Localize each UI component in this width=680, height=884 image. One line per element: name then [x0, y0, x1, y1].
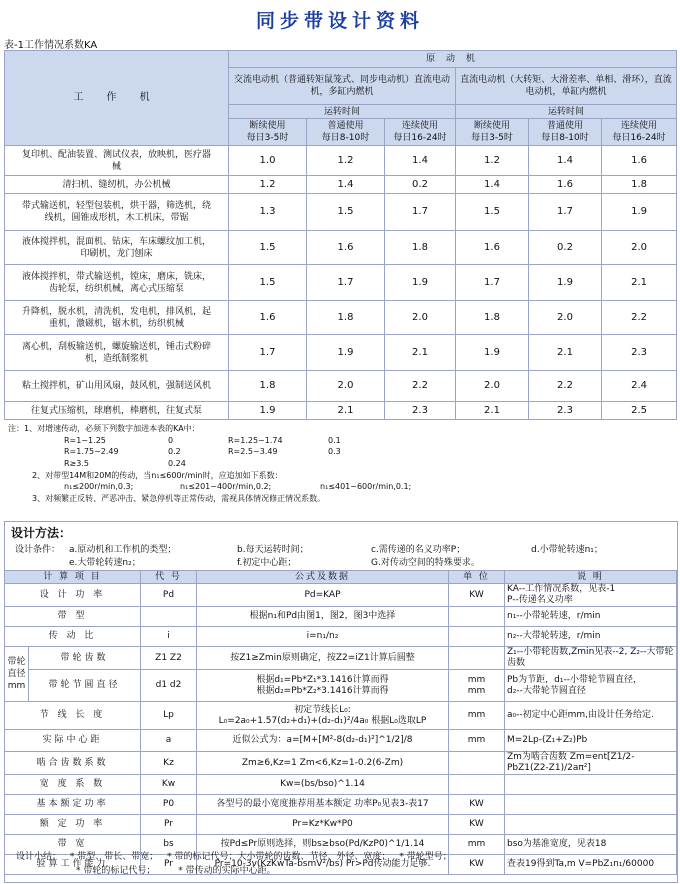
ka-value: 2.5 [602, 402, 677, 420]
ka-value: 1.7 [385, 194, 456, 231]
table-caption: 表-1工作情况系数KA [4, 40, 98, 51]
machine-name: 清扫机、缝纫机，办公机械 [5, 176, 229, 194]
condition-d: d.小带轮转速n₁； [531, 545, 603, 555]
ka-value: 1.8 [307, 301, 385, 335]
ka-value: 1.5 [229, 231, 307, 265]
ka-value: 1.2 [456, 146, 529, 176]
usage-header: 连续使用 每日16-24时 [602, 119, 677, 146]
design-header: 代 号 [141, 571, 197, 584]
design-row [5, 584, 677, 607]
note-1: 注：1、对增速传动，必须下列数字加进本表的KA中： [8, 424, 200, 433]
ka-value: 2.0 [456, 371, 529, 402]
ka-value: 1.9 [229, 402, 307, 420]
design-table [4, 570, 677, 875]
ka-value: 2.1 [385, 335, 456, 371]
ka-value: 1.6 [529, 176, 602, 194]
ka-value: 1.6 [229, 301, 307, 335]
design-heading: 设计方法： [11, 526, 72, 540]
symbol: Pr [141, 855, 197, 875]
ka-value: 1.6 [602, 146, 677, 176]
unit [449, 752, 505, 775]
ka-value: 1.4 [307, 176, 385, 194]
ratio-row [8, 458, 668, 470]
item-name: 实际中心距 [5, 730, 141, 752]
machine-name: 离心机，刮板输送机，螺旋输送机，锤击式粉碎机，造纸制浆机 [5, 335, 229, 371]
machine-name: 带式输送机，轻型包装机，烘干器，筛选机，绕线机，圆锥成形机，木工机床，带锯 [5, 194, 229, 231]
usage-header: 断续使用 每日3-5时 [229, 119, 307, 146]
design-header: 说 明 [505, 571, 677, 584]
summary-item: * 带的标记代号；大小带轮的齿数、节径、外径、宽度； [167, 852, 391, 862]
ka-value: 2.0 [602, 231, 677, 265]
ratio-value: R=1.25~1.74 [228, 435, 283, 445]
ratio-value: 0 [168, 435, 174, 445]
ka-value: 1.7 [229, 335, 307, 371]
ratio-value: R=1.75~2.49 [64, 447, 119, 457]
ka-value: 1.9 [307, 335, 385, 371]
symbol: Kz [141, 752, 197, 775]
ratio-value: 0.3 [328, 447, 341, 457]
explanation: 查表19得到Ta,m V=PbZ₁n₁/60000 [505, 855, 677, 875]
design-row [5, 752, 677, 775]
summary-item: * 带传动的实际中心距。 [178, 866, 276, 876]
item-name: 宽 度 系 数 [5, 775, 141, 795]
unit [449, 607, 505, 627]
usage-header: 普通使用 每日8-10时 [307, 119, 385, 146]
symbol: P0 [141, 795, 197, 815]
summary-item: * 带型、带长、带宽； [69, 852, 159, 862]
ka-value: 1.9 [456, 335, 529, 371]
formula: i=n₁/n₂ [197, 627, 449, 647]
ratio-value: R=1~1.25 [64, 435, 106, 445]
design-row [5, 815, 677, 835]
explanation: bso为基准宽度，见表18 [505, 835, 677, 855]
usage-header: 普通使用 每日8-10时 [529, 119, 602, 146]
unit: KW [449, 855, 505, 875]
ka-value: 1.6 [456, 231, 529, 265]
table-notes [8, 423, 668, 505]
machine-name: 升降机，脱水机，清洗机，发电机，排风机，起重机，激磁机，锯木机，纺织机械 [5, 301, 229, 335]
unit: mm [449, 730, 505, 752]
explanation: KA--工作情况系数，见表-1 P--传递名义功率 [505, 584, 677, 607]
table-row [5, 146, 677, 176]
table-row [5, 402, 677, 420]
item-name: 带 宽 [5, 835, 141, 855]
note-2-a: n₁≤200r/min,0.3; [64, 482, 134, 492]
table-row [5, 301, 677, 335]
symbol: d1 d2 [141, 670, 197, 702]
ratio-value: 0.1 [328, 435, 341, 445]
explanation: n₂--大带轮转速，r/min [505, 627, 677, 647]
note-2-b: n₁≤201~400r/min,0.2; [180, 482, 272, 492]
machine-header: 工 作 机 [5, 51, 229, 146]
unit: mm [449, 702, 505, 730]
table-row [5, 265, 677, 301]
ka-value: 1.8 [385, 231, 456, 265]
explanation: a₀--初定中心距mm,由设计任务给定. [505, 702, 677, 730]
table-row [5, 194, 677, 231]
note-2: 2、对带型14M和20M的传动，当n₁≤600r/min时，应追加如下系数： [32, 470, 283, 480]
explanation: Pb为节距，d₁--小带轮节圆直径， d₂--大带轮节圆直径 [505, 670, 677, 702]
ka-value: 2.0 [307, 371, 385, 402]
formula: 近似公式为：a=[M+[M²-8(d₂-d₁)²]^1/2]/8 [197, 730, 449, 752]
explanation: M=2Lp-(Z₁+Z₂)Pb [505, 730, 677, 752]
item-name: 带轮节圆直径 [29, 670, 141, 702]
unit: KW [449, 584, 505, 607]
ka-value: 1.5 [456, 194, 529, 231]
ka-value: 1.7 [529, 194, 602, 231]
ka-value: 1.5 [307, 194, 385, 231]
usage-header: 断续使用 每日3-5时 [456, 119, 529, 146]
formula: 按Z1≥Zmin原则确定，按Z2=iZ1计算后圆整 [197, 647, 449, 670]
ka-value: 1.8 [456, 301, 529, 335]
unit [449, 775, 505, 795]
symbol: Kw [141, 775, 197, 795]
ka-value: 2.1 [529, 335, 602, 371]
explanation: Z₁--小带轮齿数,Zmin见表--2, Z₂--大带轮齿数 [505, 647, 677, 670]
design-row [5, 702, 677, 730]
design-summary [16, 850, 452, 878]
ka-value: 1.4 [385, 146, 456, 176]
formula: 各型号的最小宽度推荐用基本额定 功率P₀见表3-表17 [197, 795, 449, 815]
ka-value: 1.8 [602, 176, 677, 194]
ka-value: 1.3 [229, 194, 307, 231]
design-row [5, 775, 677, 795]
machine-name: 粘土搅拌机，矿山用风扇，鼓风机，强制送风机 [5, 371, 229, 402]
summary-item: * 带轮型号； [399, 852, 452, 862]
item-name: 传 动 比 [5, 627, 141, 647]
pulley-group-label-1: 带轮 直径 mm [7, 657, 26, 691]
machine-name: 往复式压缩机，球磨机，棒磨机，往复式泵 [5, 402, 229, 420]
ratio-value: 0.2 [168, 447, 181, 457]
group-dc: 直流电动机（大转矩、大滑差率、单相、滑环），直流电动机，单缸内燃机 [456, 68, 677, 105]
symbol: Lp [141, 702, 197, 730]
ka-value: 2.0 [529, 301, 602, 335]
ka-value: 2.2 [385, 371, 456, 402]
formula: Kw=(bs/bso)^1.14 [197, 775, 449, 795]
design-row [5, 647, 677, 670]
formula: 根据n₁和Pd由图1，图2，图3中选择 [197, 607, 449, 627]
ka-value: 1.7 [307, 265, 385, 301]
ka-value: 1.4 [529, 146, 602, 176]
item-name: 设 计 功 率 [5, 584, 141, 607]
item-name: 节 线 长 度 [5, 702, 141, 730]
ka-value: 1.4 [456, 176, 529, 194]
formula: Pr=10-3v(KzKwTa-bsmV²/bs) Pr>Pd传动能力足够. [197, 855, 449, 875]
ka-value: 1.9 [529, 265, 602, 301]
item-name: 啮合齿数系数 [5, 752, 141, 775]
usage-header: 连续使用 每日16-24时 [385, 119, 456, 146]
ka-value: 1.7 [456, 265, 529, 301]
ka-value: 2.1 [456, 402, 529, 420]
design-row [5, 670, 677, 702]
condition-f: f.初定中心距； [237, 558, 297, 568]
summary-label: 设计小结： [16, 852, 62, 862]
design-header: 计 算 项 目 [5, 571, 141, 584]
ka-value: 1.0 [229, 146, 307, 176]
ka-value: 2.3 [529, 402, 602, 420]
symbol [141, 607, 197, 627]
design-row [5, 730, 677, 752]
unit: mm mm [449, 670, 505, 702]
ratio-row [8, 446, 668, 458]
explanation: Zm为啮合齿数 Zm=ent[Z1/2-PbZ1(Z2-Z1)/2aπ²] [505, 752, 677, 775]
run-time-dc: 运转时间 [456, 105, 677, 119]
ratio-value: R=2.5~3.49 [228, 447, 278, 457]
formula: Pr=Kz*Kw*P0 [197, 815, 449, 835]
table-row [5, 176, 677, 194]
formula: 初定节线长L₀: L₀=2a₀+1.57(d₂+d₁)+(d₂-d₁)²/4a₀ 根据L₀选取LP [197, 702, 449, 730]
pulley-group-label [5, 647, 29, 702]
design-header: 公式及数据 [197, 571, 449, 584]
ka-value: 1.9 [602, 194, 677, 231]
ka-value: 2.2 [602, 301, 677, 335]
explanation: n₁--小带轮转速，r/min [505, 607, 677, 627]
summary-item: * 带轮的标记代号； [76, 866, 156, 876]
design-header-row [5, 571, 677, 584]
ka-value: 1.2 [229, 176, 307, 194]
machine-name: 复印机、配油装置、测试仪表，放映机，医疗器械 [5, 146, 229, 176]
note-2-c: n₁≤401~600r/min,0.1; [320, 482, 412, 492]
ka-value: 1.5 [229, 265, 307, 301]
item-name: 额 定 功 率 [5, 815, 141, 835]
design-row [5, 607, 677, 627]
ka-value: 1.2 [307, 146, 385, 176]
conditions-label: 设计条件： [15, 545, 61, 555]
ka-value: 2.3 [385, 402, 456, 420]
run-time-ac: 运转时间 [229, 105, 456, 119]
item-name: 基本额定功率 [5, 795, 141, 815]
item-name: 带轮齿数 [29, 647, 141, 670]
unit: mm [449, 835, 505, 855]
unit: KW [449, 815, 505, 835]
symbol: Pd [141, 584, 197, 607]
condition-g: G.对传动空间的特殊要求。 [371, 558, 480, 568]
explanation [505, 795, 677, 815]
symbol: a [141, 730, 197, 752]
formula: 根据d₁=Pb*Z₁*3.1416计算而得 根据d₂=Pb*Z₂*3.1416计算而得 [197, 670, 449, 702]
formula: Zm≥6,Kz=1 Zm<6,Kz=1-0.2(6-Zm) [197, 752, 449, 775]
ka-value: 2.3 [602, 335, 677, 371]
table-row [5, 335, 677, 371]
condition-a: a.原动机和工作机的类型； [69, 545, 177, 555]
ka-value: 2.4 [602, 371, 677, 402]
ka-value: 2.2 [529, 371, 602, 402]
group-ac: 交流电动机（普通转矩鼠笼式、同步电动机）直流电动机，多缸内燃机 [229, 68, 456, 105]
ka-value: 2.1 [307, 402, 385, 420]
ratio-row [8, 435, 668, 447]
prime-mover-header: 原 动 机 [229, 51, 677, 68]
design-row [5, 795, 677, 815]
machine-name: 液体搅拌机，带式输送机，镗床，磨床，铣床，齿轮泵，纺织机械，离心式压缩泵 [5, 265, 229, 301]
ka-value: 0.2 [529, 231, 602, 265]
note-3: 3、对频繁正反转、严恶冲击、紧急停机等正常传动，需视具体情况修正情况系数。 [32, 494, 326, 504]
condition-c: c.需传递的名义功率P； [371, 545, 466, 555]
table-row [5, 231, 677, 265]
formula: 按Pd≤Pr原则选择，则bs≥bso(Pd/KzP0)^1/1.14 [197, 835, 449, 855]
ka-value: 1.8 [229, 371, 307, 402]
formula: Pd=KAP [197, 584, 449, 607]
explanation [505, 815, 677, 835]
condition-e: e.大带轮转速n₂； [69, 558, 141, 568]
ratio-value: R≥3.5 [64, 459, 89, 469]
machine-name: 液体搅拌机，混面机、钻床，车床螺纹加工机，印刷机，龙门刨床 [5, 231, 229, 265]
explanation [505, 775, 677, 795]
symbol: Z1 Z2 [141, 647, 197, 670]
ka-value: 2.0 [385, 301, 456, 335]
ka-value: 1.6 [307, 231, 385, 265]
design-header: 单 位 [449, 571, 505, 584]
condition-b: b.每天运转时间； [237, 545, 309, 555]
unit: KW [449, 795, 505, 815]
symbol: bs [141, 835, 197, 855]
symbol: i [141, 627, 197, 647]
ratio-value: 0.24 [168, 459, 186, 469]
unit [449, 627, 505, 647]
table-row [5, 371, 677, 402]
ka-value: 1.9 [385, 265, 456, 301]
page-title: 同步带设计资料 [255, 10, 424, 32]
ka-value: 0.2 [385, 176, 456, 194]
item-name: 验算工作能力 [5, 855, 141, 875]
unit [449, 647, 505, 670]
symbol: Pr [141, 815, 197, 835]
ka-table [4, 50, 677, 420]
design-row [5, 627, 677, 647]
item-name: 带 型 [5, 607, 141, 627]
ka-value: 2.1 [602, 265, 677, 301]
